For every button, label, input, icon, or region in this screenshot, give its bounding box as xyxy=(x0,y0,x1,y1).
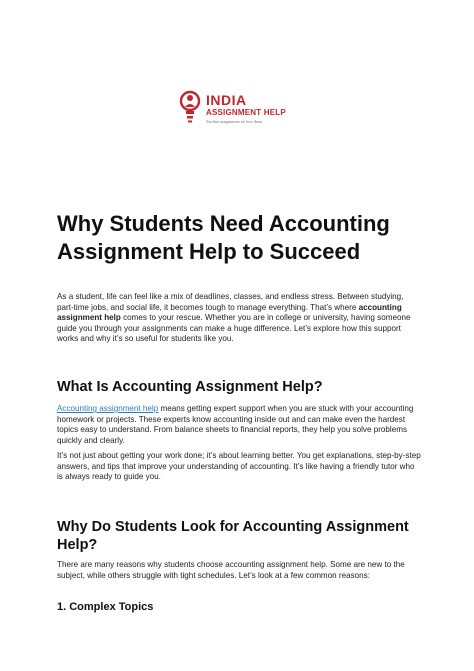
page-title: Why Students Need Accounting Assignment Help to Succeed xyxy=(57,211,390,264)
section-why-heading: Why Do Students Look for Accounting Assignment Help? xyxy=(57,519,409,553)
logo-subtitle: ASSIGNMENT HELP xyxy=(206,108,286,117)
logo-name: INDIA xyxy=(206,92,247,108)
brand-logo xyxy=(178,88,298,132)
accounting-assignment-help-link[interactable]: Accounting assignment help xyxy=(57,404,159,413)
section-what-p1-text: means getting expert support when you are stuck with your accounting homework or projects. These experts know accounting inside out and can make even the hardest topics easy to understand. From balance sheets to financial reports, they help you solve problems quickly and clearly. xyxy=(57,404,414,445)
section-what-paragraph-1 xyxy=(57,404,422,446)
section-what-paragraph-2: It’s not just about getting your work done; it’s about learning better. You get explanations, step-by-step answers, and tips that improve your understanding of accounting. It’s like having a friendly tutor who is always ready to guide you. xyxy=(57,451,421,482)
section-what-heading: What Is Accounting Assignment Help? xyxy=(57,379,323,395)
lightbulb-person-icon xyxy=(178,90,202,128)
section-why-paragraph-1: There are many reasons why students choose accounting assignment help. Some are new to the subject, while others struggle with tight schedules. Let’s look at a few common reasons: xyxy=(57,560,405,580)
subheading-complex-topics: 1. Complex Topics xyxy=(57,601,154,613)
intro-text-start: As a student, life can feel like a mix of deadlines, classes, and endless stress. Between studying, part-time jobs, and social life, it becomes tough to manage everything. That’s where xyxy=(57,292,404,312)
intro-bold-keyword: accounting assignment help xyxy=(57,302,402,323)
logo-tagline: You hire assignments we love them. xyxy=(206,119,263,124)
intro-paragraph xyxy=(57,292,422,345)
intro-text-end: comes to your rescue. Whether you are in college or university, having someone guide you through your assignments can make a huge difference. Let’s explore how this support works and why it’s so useful for students like you. xyxy=(57,313,411,344)
